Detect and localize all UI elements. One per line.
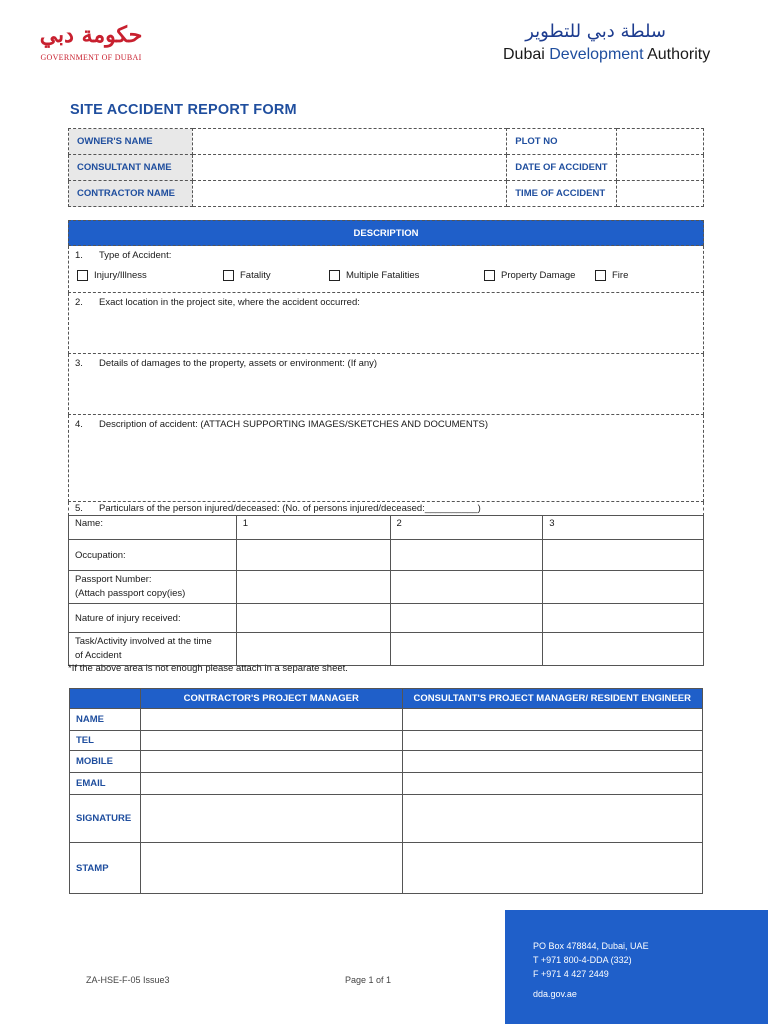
contacts-header-blank (70, 689, 141, 709)
person-3-column[interactable]: 3 (543, 516, 704, 540)
consultant-name-field[interactable] (192, 155, 506, 181)
stamp-row-label: STAMP (70, 843, 141, 894)
fatality-label: Fatality (240, 270, 271, 281)
contractor-stamp-field[interactable] (140, 843, 402, 894)
section-1-text (75, 250, 171, 261)
owner-name-field[interactable] (192, 129, 506, 155)
contractor-name-input[interactable] (140, 709, 402, 731)
dda-name-part2: Development (549, 46, 644, 63)
task-activity-label: Task/Activity involved at the time of Accident (69, 633, 237, 666)
section-1-number: 1. (75, 250, 83, 261)
dda-contact-box (505, 910, 768, 1024)
contractor-signature-field[interactable] (140, 795, 402, 843)
accident-location-section[interactable] (68, 293, 704, 354)
person-2-column[interactable]: 2 (390, 516, 543, 540)
table-row (70, 773, 703, 795)
person-1-column[interactable]: 1 (236, 516, 390, 540)
form-code: ZA-HSE-F-05 Issue3 (86, 975, 170, 985)
section-4-text (75, 419, 488, 430)
section-5-label: Particulars of the person injured/deceased: (No. of persons injured/deceased:__________) (99, 503, 481, 514)
dda-name-part1: Dubai (503, 46, 550, 63)
table-row (70, 731, 703, 751)
contractor-pm-header: CONTRACTOR'S PROJECT MANAGER (140, 689, 402, 709)
project-manager-contacts-table (69, 688, 703, 894)
date-of-accident-label: DATE OF ACCIDENT (507, 155, 617, 181)
contractor-name-field[interactable] (192, 181, 506, 207)
passport-1-field[interactable] (236, 571, 390, 604)
consultant-email-input[interactable] (402, 773, 702, 795)
section-3-number: 3. (75, 358, 83, 369)
task-1-field[interactable] (236, 633, 390, 666)
property-damage-checkbox[interactable] (484, 270, 495, 281)
passport-2-field[interactable] (390, 571, 543, 604)
task-2-field[interactable] (390, 633, 543, 666)
time-of-accident-label: TIME OF ACCIDENT (507, 181, 617, 207)
date-of-accident-field[interactable] (617, 155, 704, 181)
multiple-fatalities-label: Multiple Fatalities (346, 270, 420, 281)
consultant-signature-field[interactable] (402, 795, 702, 843)
plot-no-field[interactable] (617, 129, 704, 155)
fatality-option[interactable] (223, 270, 271, 281)
dda-logo-arabic: سلطة دبي للتطوير (525, 21, 666, 42)
description-heading: DESCRIPTION (68, 220, 704, 246)
task-3-field[interactable] (543, 633, 704, 666)
occupation-1-field[interactable] (236, 540, 390, 571)
consultant-pm-header: CONSULTANT'S PROJECT MANAGER/ RESIDENT ENGINEER (402, 689, 702, 709)
consultant-name-input[interactable] (402, 709, 702, 731)
injury-illness-checkbox[interactable] (77, 270, 88, 281)
injury-1-field[interactable] (236, 604, 390, 633)
fire-label: Fire (612, 270, 629, 281)
fatality-checkbox[interactable] (223, 270, 234, 281)
section-2-number: 2. (75, 297, 83, 308)
occupation-2-field[interactable] (390, 540, 543, 571)
occupation-label: Occupation: (69, 540, 237, 571)
email-row-label: EMAIL (70, 773, 141, 795)
section-3-label: Details of damages to the property, assets or environment: (If any) (99, 358, 378, 369)
table-row (70, 709, 703, 731)
contractor-tel-input[interactable] (140, 731, 402, 751)
table-row (70, 843, 703, 894)
property-damage-label: Property Damage (501, 270, 576, 281)
damages-details-section[interactable] (68, 354, 704, 415)
fax: F +971 4 427 2449 (533, 969, 609, 979)
property-damage-option[interactable] (484, 270, 575, 281)
contractor-email-input[interactable] (140, 773, 402, 795)
injury-illness-label: Injury/Illness (94, 270, 147, 281)
nature-of-injury-label: Nature of injury received: (69, 604, 237, 633)
po-box: PO Box 478844, Dubai, UAE (533, 941, 649, 951)
dda-logo (500, 20, 736, 68)
injury-2-field[interactable] (390, 604, 543, 633)
signature-row-label: SIGNATURE (70, 795, 141, 843)
particulars-table (68, 515, 704, 666)
section-2-text (75, 297, 360, 308)
fire-checkbox[interactable] (595, 270, 606, 281)
name-row-label: NAME (70, 709, 141, 731)
time-of-accident-field[interactable] (617, 181, 704, 207)
contractor-mobile-input[interactable] (140, 751, 402, 773)
occupation-3-field[interactable] (543, 540, 704, 571)
mobile-row-label: MOBILE (70, 751, 141, 773)
tel-row-label: TEL (70, 731, 141, 751)
table-row (69, 604, 704, 633)
section-1-label: Type of Accident: (99, 250, 172, 261)
attachment-note: *If the above area is not enough please attach in a separate sheet. (68, 663, 348, 674)
consultant-mobile-input[interactable] (402, 751, 702, 773)
owner-info-table (68, 128, 704, 207)
fire-option[interactable] (595, 270, 628, 281)
accident-description-section[interactable] (68, 415, 704, 502)
section-2-label: Exact location in the project site, where the accident occurred: (99, 297, 360, 308)
dda-name-part3: Authority (643, 46, 711, 63)
type-of-accident-section (68, 246, 704, 293)
injury-illness-option[interactable] (77, 270, 147, 281)
section-4-number: 4. (75, 419, 83, 430)
table-row (70, 751, 703, 773)
contractor-name-label: CONTRACTOR NAME (69, 181, 193, 207)
consultant-stamp-field[interactable] (402, 843, 702, 894)
section-4-label: Description of accident: (ATTACH SUPPORTING IMAGES/SKETCHES AND DOCUMENTS) (99, 419, 489, 430)
accident-type-checkboxes (75, 270, 697, 284)
passport-3-field[interactable] (543, 571, 704, 604)
particulars-heading-section (68, 502, 704, 516)
consultant-name-label: CONSULTANT NAME (69, 155, 193, 181)
name-label: Name: (69, 516, 237, 540)
table-row (69, 516, 704, 540)
website-link[interactable]: dda.gov.ae (533, 989, 577, 999)
table-row (69, 633, 704, 666)
plot-no-label: PLOT NO (507, 129, 617, 155)
table-row (69, 571, 704, 604)
multiple-fatalities-checkbox[interactable] (329, 270, 340, 281)
passport-number-label: Passport Number: (Attach passport copy(ies) (69, 571, 237, 604)
gov-logo-english: GOVERNMENT OF DUBAI (40, 53, 142, 62)
gov-logo-arabic: حكومة دبي (39, 22, 143, 48)
multiple-fatalities-option[interactable] (329, 270, 419, 281)
table-row (70, 795, 703, 843)
telephone: T +971 800-4-DDA (332) (533, 955, 632, 965)
consultant-tel-input[interactable] (402, 731, 702, 751)
injury-3-field[interactable] (543, 604, 704, 633)
dda-logo-english (503, 46, 710, 64)
government-of-dubai-logo (36, 20, 146, 64)
owner-name-label: OWNER'S NAME (69, 129, 193, 155)
section-5-text (75, 503, 481, 514)
form-title: SITE ACCIDENT REPORT FORM (70, 102, 297, 118)
page-number: Page 1 of 1 (345, 975, 392, 985)
description-section (68, 220, 704, 516)
table-row (69, 540, 704, 571)
section-3-text (75, 358, 377, 369)
section-5-number: 5. (75, 503, 83, 514)
